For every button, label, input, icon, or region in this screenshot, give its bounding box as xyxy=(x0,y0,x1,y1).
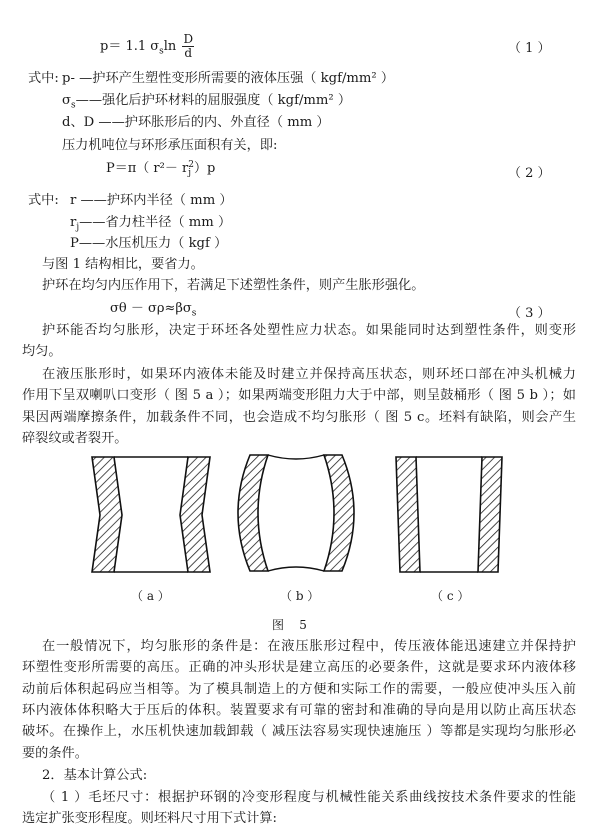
equation-3-number: （ 3 ） xyxy=(508,306,551,321)
figure-label-a: （ a ） xyxy=(131,589,170,603)
where2-P: P——水压机压力（ kgf ） xyxy=(70,236,228,251)
rj-sub: j xyxy=(76,222,80,233)
equation-3-text: σθ － σρ≈βσ xyxy=(110,301,192,316)
where-label-1: 式中: xyxy=(28,71,59,86)
equation-1-ln: ln xyxy=(163,39,177,54)
para1-line2: 均匀。 xyxy=(22,344,62,359)
para4-line2: 选定扩张变形程度。则坯料尺寸用下式计算: xyxy=(22,811,278,826)
line-fig1: 与图 1 结构相比，要省力。 xyxy=(42,257,204,272)
section-heading: 2．基本计算公式: xyxy=(42,768,148,783)
where2-r: r ——护环内半径（ mm ） xyxy=(70,193,233,208)
figure-b-left-wall xyxy=(238,455,268,571)
equation-2-sub: j xyxy=(188,168,191,178)
equation-2-number: （ 2 ） xyxy=(508,166,551,181)
equation-2-lhs: P＝π（ r²－ r xyxy=(106,161,189,176)
equation-1 xyxy=(100,33,194,61)
figure-b-bottom-edge xyxy=(268,567,324,571)
equation-1-lhs: p＝ 1.1 σ xyxy=(100,39,160,54)
para2-line2: 作用下呈双喇叭口变形（ 图 5 a ）；如果两端变形阻力大于中部，则呈鼓桶形（ 图 5 b ）；如 xyxy=(22,388,576,403)
para3-line1: 在一般情况下，均匀胀形的条件是：在液压胀形过程中，传压液体能迅速建立并保持护 xyxy=(42,639,576,654)
rj-desc: ——省力柱半径（ mm ） xyxy=(79,215,232,230)
equation-2 xyxy=(106,160,215,178)
para2-line1: 在液压胀形时，如果环内液体未能及时建立并保持高压状态，则环坯口部在冲头机械力 xyxy=(42,367,576,382)
figure-c-right-wall xyxy=(478,457,502,572)
para3-line4: 环内液体体积略大于压后的体积。装置要求有可靠的密封和准确的导向是用以防止高压状态 xyxy=(22,703,576,718)
figure-c-left-wall xyxy=(396,457,420,572)
figure-a-double-flare xyxy=(92,457,210,572)
equation-1-sub: s xyxy=(159,46,164,57)
where1-p: p- —护环产生塑性变形所需要的液体压强（ kgf/mm² ） xyxy=(62,71,395,86)
line-press: 压力机吨位与环形承压面积有关，即: xyxy=(62,138,278,153)
figure-a-left-wall xyxy=(92,457,122,572)
equation-3 xyxy=(110,300,196,323)
para3-line2: 环塑性变形所需要的高压。正确的冲头形状是建立高压的必要条件，这就是要求环内液体移 xyxy=(22,660,576,675)
where1-dD: d、D ——护环胀形后的内、外直径（ mm ） xyxy=(62,115,330,130)
para1-line1: 护环能否均匀胀形，决定于环坯各处塑性应力状态。如果能同时达到塑性条件，则变形 xyxy=(42,323,576,338)
figure-b-top-edge xyxy=(268,455,324,459)
figure-label-c: （ c ） xyxy=(431,589,470,603)
equation-2-sup: 2 xyxy=(188,160,194,170)
figure-caption: 图 5 xyxy=(272,618,307,632)
fraction-numerator: D xyxy=(183,32,194,46)
para2-line3: 果因两端摩擦条件，加载条件不同，也会造成不均匀胀形（ 图 5 c。坯料有缺陷，则会产生 xyxy=(22,410,576,425)
para2-line4: 碎裂纹或者裂开。 xyxy=(22,431,128,446)
fraction-denominator: d xyxy=(184,46,193,60)
para4-line1: （ 1 ）毛坯尺寸：根据护环钢的冷变形程度与机械性能关系曲线按技术条件要求的性能 xyxy=(42,790,576,805)
sigma-sub: s xyxy=(71,100,76,111)
sigma-symbol: σ xyxy=(62,93,72,108)
figure-b-right-wall xyxy=(324,455,354,571)
where2-rj xyxy=(70,214,231,237)
line-condition: 护环在均匀内压作用下，若满足下述塑性条件，则产生胀形强化。 xyxy=(42,278,425,293)
figure-label-b: （ b ） xyxy=(280,589,320,603)
equation-3-sub: s xyxy=(191,308,197,319)
figure-b-barrel xyxy=(238,455,354,571)
equation-1-number: （ 1 ） xyxy=(508,41,551,56)
where1-sigma xyxy=(62,92,351,115)
equation-2-rhs: ）p xyxy=(193,161,216,176)
rj-symbol: r xyxy=(70,215,77,230)
figure-a-right-wall xyxy=(180,457,210,572)
equation-1-fraction xyxy=(182,33,194,60)
para3-line5: 破坏。在操作上，水压机快速加载卸载（ 减压法容易实现快速施压 ）等都是实现均匀胀形必 xyxy=(22,724,576,739)
para3-line6: 要的条件。 xyxy=(22,746,88,761)
where-label-2: 式中: xyxy=(28,193,59,208)
figure-c-tapered xyxy=(396,457,502,572)
sigma-desc: ——强化后护环材料的屈服强度（ kgf/mm² ） xyxy=(75,93,352,108)
para3-line3: 动前后体积起码应当相等。为了模具制造上的方便和实际工作的需要，一般应使冲头压入前 xyxy=(22,682,576,697)
